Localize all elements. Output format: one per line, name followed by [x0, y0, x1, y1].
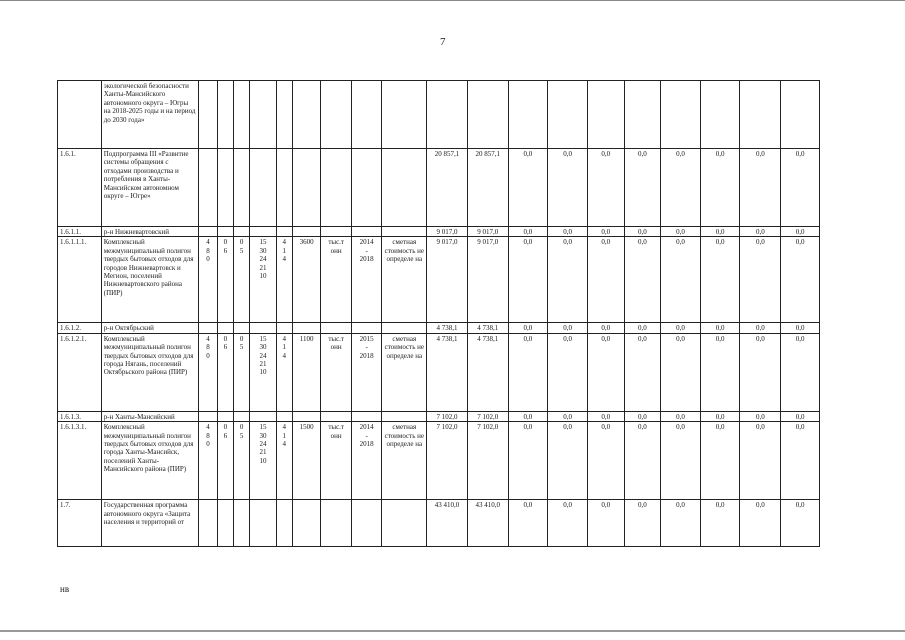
table-row — [58, 500, 820, 547]
empty-cell — [351, 411, 382, 421]
code-3-line: 0 — [239, 238, 244, 247]
amount-year: 0,0 — [740, 333, 781, 411]
empty-cell — [276, 227, 292, 237]
amount-year: 0,0 — [587, 237, 624, 323]
empty-cell — [199, 500, 217, 547]
code-2 — [217, 422, 233, 500]
code-2-line: 6 — [223, 246, 228, 255]
code-1-line: 4 — [206, 238, 210, 247]
code-1 — [199, 237, 217, 323]
empty-cell — [250, 227, 276, 237]
code-3 — [233, 237, 249, 323]
empty-cell — [233, 149, 249, 227]
empty-cell — [321, 411, 352, 421]
amount-year: 0,0 — [781, 149, 820, 227]
scan-edge-bottom — [0, 630, 905, 635]
row-name: Комплексный межмуниципальный полигон твердых бытовых отходов для городов Нижневартовск и Мегион, поселений Нижневартовского района (ПИР) — [101, 237, 199, 323]
page-number: 7 — [440, 36, 446, 48]
row-name: р-н Ханты-Мансийский — [101, 411, 199, 421]
capacity: 3600 — [292, 237, 320, 323]
table-row — [58, 411, 820, 421]
amount-year: 0,0 — [661, 411, 701, 421]
amount-year: 0,0 — [781, 422, 820, 500]
amount-year: 0,0 — [508, 333, 548, 411]
estimated-cost: сметная стоимость не определе на — [382, 333, 427, 411]
amount-year: 0,0 — [548, 149, 588, 227]
row-name: экологической безопасности Ханты-Мансийского автономного округа – Югры на 2018-2025 годы и на период до 2030 года» — [101, 81, 199, 149]
code-5-line: 4 — [282, 334, 287, 343]
row-number: 1.6.1.3.1. — [58, 422, 102, 500]
empty-cell — [250, 323, 276, 333]
period-line: - — [365, 431, 368, 440]
code-5 — [276, 422, 292, 500]
table-row — [58, 237, 820, 323]
period-line: 2014 — [359, 423, 374, 432]
amount-year: 0,0 — [740, 411, 781, 421]
code-4-line: 30 — [259, 343, 267, 352]
amount-year: 0,0 — [624, 411, 661, 421]
amount-year: 0,0 — [548, 411, 588, 421]
amount-2018: 20 857,1 — [467, 149, 508, 227]
amount-year: 0,0 — [661, 227, 701, 237]
empty-cell — [276, 500, 292, 547]
amount-year: 0,0 — [587, 323, 624, 333]
empty-cell — [199, 81, 217, 149]
table-row — [58, 333, 820, 411]
unit: тыс.т онн — [321, 422, 352, 500]
amount-year: 0,0 — [781, 227, 820, 237]
empty-cell — [276, 81, 292, 149]
code-4-line: 24 — [259, 440, 267, 449]
row-name: Государственная программа автономного округа «Защита населения и территорий от — [101, 500, 199, 547]
empty-cell — [292, 81, 320, 149]
table-row — [58, 323, 820, 333]
amount-year: 0,0 — [508, 411, 548, 421]
amount-year: 0,0 — [700, 422, 740, 500]
code-2-line: 6 — [223, 431, 228, 440]
period-line: 2018 — [359, 351, 374, 360]
empty-cell — [661, 81, 701, 149]
amount-year: 0,0 — [624, 333, 661, 411]
amount-year: 0,0 — [508, 237, 548, 323]
amount-year: 0,0 — [700, 237, 740, 323]
code-5-line: 4 — [282, 351, 287, 360]
code-1-line: 8 — [206, 431, 210, 440]
empty-cell — [250, 81, 276, 149]
amount-2018: 4 738,1 — [467, 333, 508, 411]
code-5-line: 1 — [282, 343, 287, 352]
empty-cell — [276, 149, 292, 227]
row-name: р-н Нижневартовский — [101, 227, 199, 237]
amount-year: 0,0 — [700, 149, 740, 227]
amount-year: 0,0 — [508, 422, 548, 500]
code-5-line: 4 — [282, 440, 287, 449]
amount-2018: 4 738,1 — [467, 323, 508, 333]
amount-year: 0,0 — [624, 149, 661, 227]
code-2-line: 0 — [223, 423, 228, 432]
code-4-line: 10 — [259, 368, 267, 377]
period-line: 2018 — [359, 440, 374, 449]
empty-cell — [321, 149, 352, 227]
empty-cell — [250, 500, 276, 547]
code-4 — [250, 237, 276, 323]
amount-2018: 9 017,0 — [467, 237, 508, 323]
amount-total: 4 738,1 — [427, 333, 468, 411]
scan-edge-top — [0, 0, 905, 7]
empty-cell — [199, 323, 217, 333]
empty-cell — [351, 81, 382, 149]
amount-year: 0,0 — [661, 422, 701, 500]
amount-year: 0,0 — [624, 323, 661, 333]
amount-total: 9 017,0 — [427, 227, 468, 237]
amount-total: 7 102,0 — [427, 422, 468, 500]
code-1 — [199, 422, 217, 500]
empty-cell — [217, 149, 233, 227]
estimated-cost: сметная стоимость не определе на — [382, 237, 427, 323]
code-3-line: 0 — [239, 334, 244, 343]
amount-year: 0,0 — [548, 422, 588, 500]
empty-cell — [217, 81, 233, 149]
empty-cell — [321, 81, 352, 149]
row-number: 1.6.1.1. — [58, 227, 102, 237]
empty-cell — [382, 149, 427, 227]
empty-cell — [217, 227, 233, 237]
empty-cell — [250, 411, 276, 421]
empty-cell — [233, 411, 249, 421]
amount-year: 0,0 — [661, 323, 701, 333]
period-line: - — [365, 343, 368, 352]
empty-cell — [624, 81, 661, 149]
amount-year: 0,0 — [548, 323, 588, 333]
amount-total: 4 738,1 — [427, 323, 468, 333]
amount-year: 0,0 — [740, 500, 781, 547]
code-2-line: 0 — [223, 238, 228, 247]
empty-cell — [292, 323, 320, 333]
row-number: 1.6.1.3. — [58, 411, 102, 421]
empty-cell — [217, 411, 233, 421]
code-5-line: 1 — [282, 431, 287, 440]
empty-cell — [382, 81, 427, 149]
empty-cell — [250, 149, 276, 227]
code-5-line: 1 — [282, 246, 287, 255]
code-3-line: 0 — [239, 423, 244, 432]
code-1-line: 0 — [206, 255, 210, 264]
code-4-line: 30 — [259, 431, 267, 440]
empty-cell — [233, 500, 249, 547]
code-2 — [217, 333, 233, 411]
code-5-line: 4 — [282, 255, 287, 264]
unit: тыс.т онн — [321, 333, 352, 411]
row-number: 1.7. — [58, 500, 102, 547]
amount-year: 0,0 — [740, 422, 781, 500]
code-4-line: 10 — [259, 272, 267, 281]
empty-cell — [351, 323, 382, 333]
table-row — [58, 149, 820, 227]
code-5 — [276, 237, 292, 323]
investment-table — [57, 80, 820, 547]
row-name: Комплексный межмуниципальный полигон твердых бытовых отходов для города Ханты-Мансийск, поселений Ханты-Мансийского района (ПИР) — [101, 422, 199, 500]
amount-year: 0,0 — [587, 333, 624, 411]
row-number: 1.6.1.2.1. — [58, 333, 102, 411]
empty-cell — [199, 227, 217, 237]
empty-cell — [276, 323, 292, 333]
amount-2018: 7 102,0 — [467, 422, 508, 500]
empty-cell — [700, 81, 740, 149]
code-3-line: 5 — [239, 343, 244, 352]
code-3-line: 5 — [239, 246, 244, 255]
amount-year: 0,0 — [548, 500, 588, 547]
code-1-line: 0 — [206, 440, 210, 449]
amount-year: 0,0 — [587, 227, 624, 237]
amount-year: 0,0 — [587, 500, 624, 547]
amount-year: 0,0 — [700, 227, 740, 237]
row-name: Подпрограмма III «Развитие системы обращения с отходами производства и потребления в Ханты-Мансийском автономном округе – Югре» — [101, 149, 199, 227]
amount-year: 0,0 — [661, 237, 701, 323]
code-4-line: 15 — [259, 423, 267, 432]
footer-mark: нв — [60, 584, 70, 594]
code-4-line: 21 — [259, 360, 267, 369]
amount-year: 0,0 — [508, 227, 548, 237]
amount-year: 0,0 — [781, 500, 820, 547]
amount-total: 9 017,0 — [427, 237, 468, 323]
code-1-line: 4 — [206, 334, 210, 343]
amount-year: 0,0 — [740, 149, 781, 227]
code-2-line: 0 — [223, 334, 228, 343]
empty-cell — [427, 81, 468, 149]
amount-year: 0,0 — [740, 237, 781, 323]
row-number: 1.6.1.1.1. — [58, 237, 102, 323]
period-line: 2014 — [359, 238, 374, 247]
amount-year: 0,0 — [781, 411, 820, 421]
amount-year: 0,0 — [587, 411, 624, 421]
empty-cell — [199, 411, 217, 421]
amount-2018: 7 102,0 — [467, 411, 508, 421]
empty-cell — [321, 323, 352, 333]
amount-year: 0,0 — [740, 227, 781, 237]
amount-total: 20 857,1 — [427, 149, 468, 227]
code-4-line: 10 — [259, 456, 267, 465]
row-name: р-н Октябрьский — [101, 323, 199, 333]
period — [351, 333, 382, 411]
amount-2018: 43 410,0 — [467, 500, 508, 547]
empty-cell — [233, 323, 249, 333]
row-number — [58, 81, 102, 149]
amount-year: 0,0 — [700, 333, 740, 411]
empty-cell — [321, 500, 352, 547]
code-4-line: 24 — [259, 351, 267, 360]
empty-cell — [508, 81, 548, 149]
empty-cell — [351, 149, 382, 227]
amount-year: 0,0 — [781, 237, 820, 323]
code-4-line: 21 — [259, 448, 267, 457]
amount-total: 7 102,0 — [427, 411, 468, 421]
empty-cell — [548, 81, 588, 149]
period-line: 2015 — [359, 334, 374, 343]
empty-cell — [217, 323, 233, 333]
empty-cell — [292, 227, 320, 237]
empty-cell — [276, 411, 292, 421]
empty-cell — [233, 227, 249, 237]
code-4-line: 15 — [259, 334, 267, 343]
amount-year: 0,0 — [781, 333, 820, 411]
amount-year: 0,0 — [700, 323, 740, 333]
empty-cell — [292, 411, 320, 421]
row-name: Комплексный межмуниципальный полигон твердых бытовых отходов для города Нягань, поселений Октябрьского района (ПИР) — [101, 333, 199, 411]
code-4-line: 30 — [259, 246, 267, 255]
code-1-line: 4 — [206, 423, 210, 432]
capacity: 1500 — [292, 422, 320, 500]
empty-cell — [382, 411, 427, 421]
empty-cell — [781, 81, 820, 149]
amount-year: 0,0 — [508, 500, 548, 547]
unit: тыс.т онн — [321, 237, 352, 323]
empty-cell — [467, 81, 508, 149]
empty-cell — [382, 500, 427, 547]
amount-year: 0,0 — [700, 411, 740, 421]
code-1-line: 0 — [206, 351, 210, 360]
empty-cell — [199, 149, 217, 227]
empty-cell — [321, 227, 352, 237]
row-number: 1.6.1.2. — [58, 323, 102, 333]
empty-cell — [233, 81, 249, 149]
empty-cell — [382, 323, 427, 333]
capacity: 1100 — [292, 333, 320, 411]
code-3 — [233, 422, 249, 500]
amount-year: 0,0 — [781, 323, 820, 333]
period — [351, 422, 382, 500]
amount-year: 0,0 — [661, 149, 701, 227]
code-4-line: 24 — [259, 255, 267, 264]
empty-cell — [351, 227, 382, 237]
table-row — [58, 81, 820, 149]
amount-year: 0,0 — [587, 422, 624, 500]
amount-year: 0,0 — [624, 422, 661, 500]
amount-2018: 9 017,0 — [467, 227, 508, 237]
amount-year: 0,0 — [548, 237, 588, 323]
amount-year: 0,0 — [548, 333, 588, 411]
empty-cell — [587, 81, 624, 149]
amount-total: 43 410,0 — [427, 500, 468, 547]
amount-year: 0,0 — [587, 149, 624, 227]
code-5-line: 4 — [282, 238, 287, 247]
amount-year: 0,0 — [508, 323, 548, 333]
amount-year: 0,0 — [661, 500, 701, 547]
amount-year: 0,0 — [740, 323, 781, 333]
amount-year: 0,0 — [700, 500, 740, 547]
code-4-line: 21 — [259, 263, 267, 272]
period-line: 2018 — [359, 255, 374, 264]
code-3-line: 5 — [239, 431, 244, 440]
amount-year: 0,0 — [624, 227, 661, 237]
empty-cell — [292, 149, 320, 227]
amount-year: 0,0 — [624, 237, 661, 323]
row-number: 1.6.1. — [58, 149, 102, 227]
table-row — [58, 227, 820, 237]
amount-year: 0,0 — [661, 333, 701, 411]
empty-cell — [382, 227, 427, 237]
code-4 — [250, 333, 276, 411]
table-row — [58, 422, 820, 500]
estimated-cost: сметная стоимость не определе на — [382, 422, 427, 500]
empty-cell — [740, 81, 781, 149]
code-1-line: 8 — [206, 246, 210, 255]
code-1-line: 8 — [206, 343, 210, 352]
period-line: - — [365, 246, 368, 255]
empty-cell — [217, 500, 233, 547]
amount-year: 0,0 — [548, 227, 588, 237]
code-3 — [233, 333, 249, 411]
code-2-line: 6 — [223, 343, 228, 352]
code-2 — [217, 237, 233, 323]
amount-year: 0,0 — [508, 149, 548, 227]
code-4 — [250, 422, 276, 500]
code-5 — [276, 333, 292, 411]
empty-cell — [351, 500, 382, 547]
code-4-line: 15 — [259, 238, 267, 247]
empty-cell — [292, 500, 320, 547]
amount-year: 0,0 — [624, 500, 661, 547]
code-5-line: 4 — [282, 423, 287, 432]
code-1 — [199, 333, 217, 411]
period — [351, 237, 382, 323]
